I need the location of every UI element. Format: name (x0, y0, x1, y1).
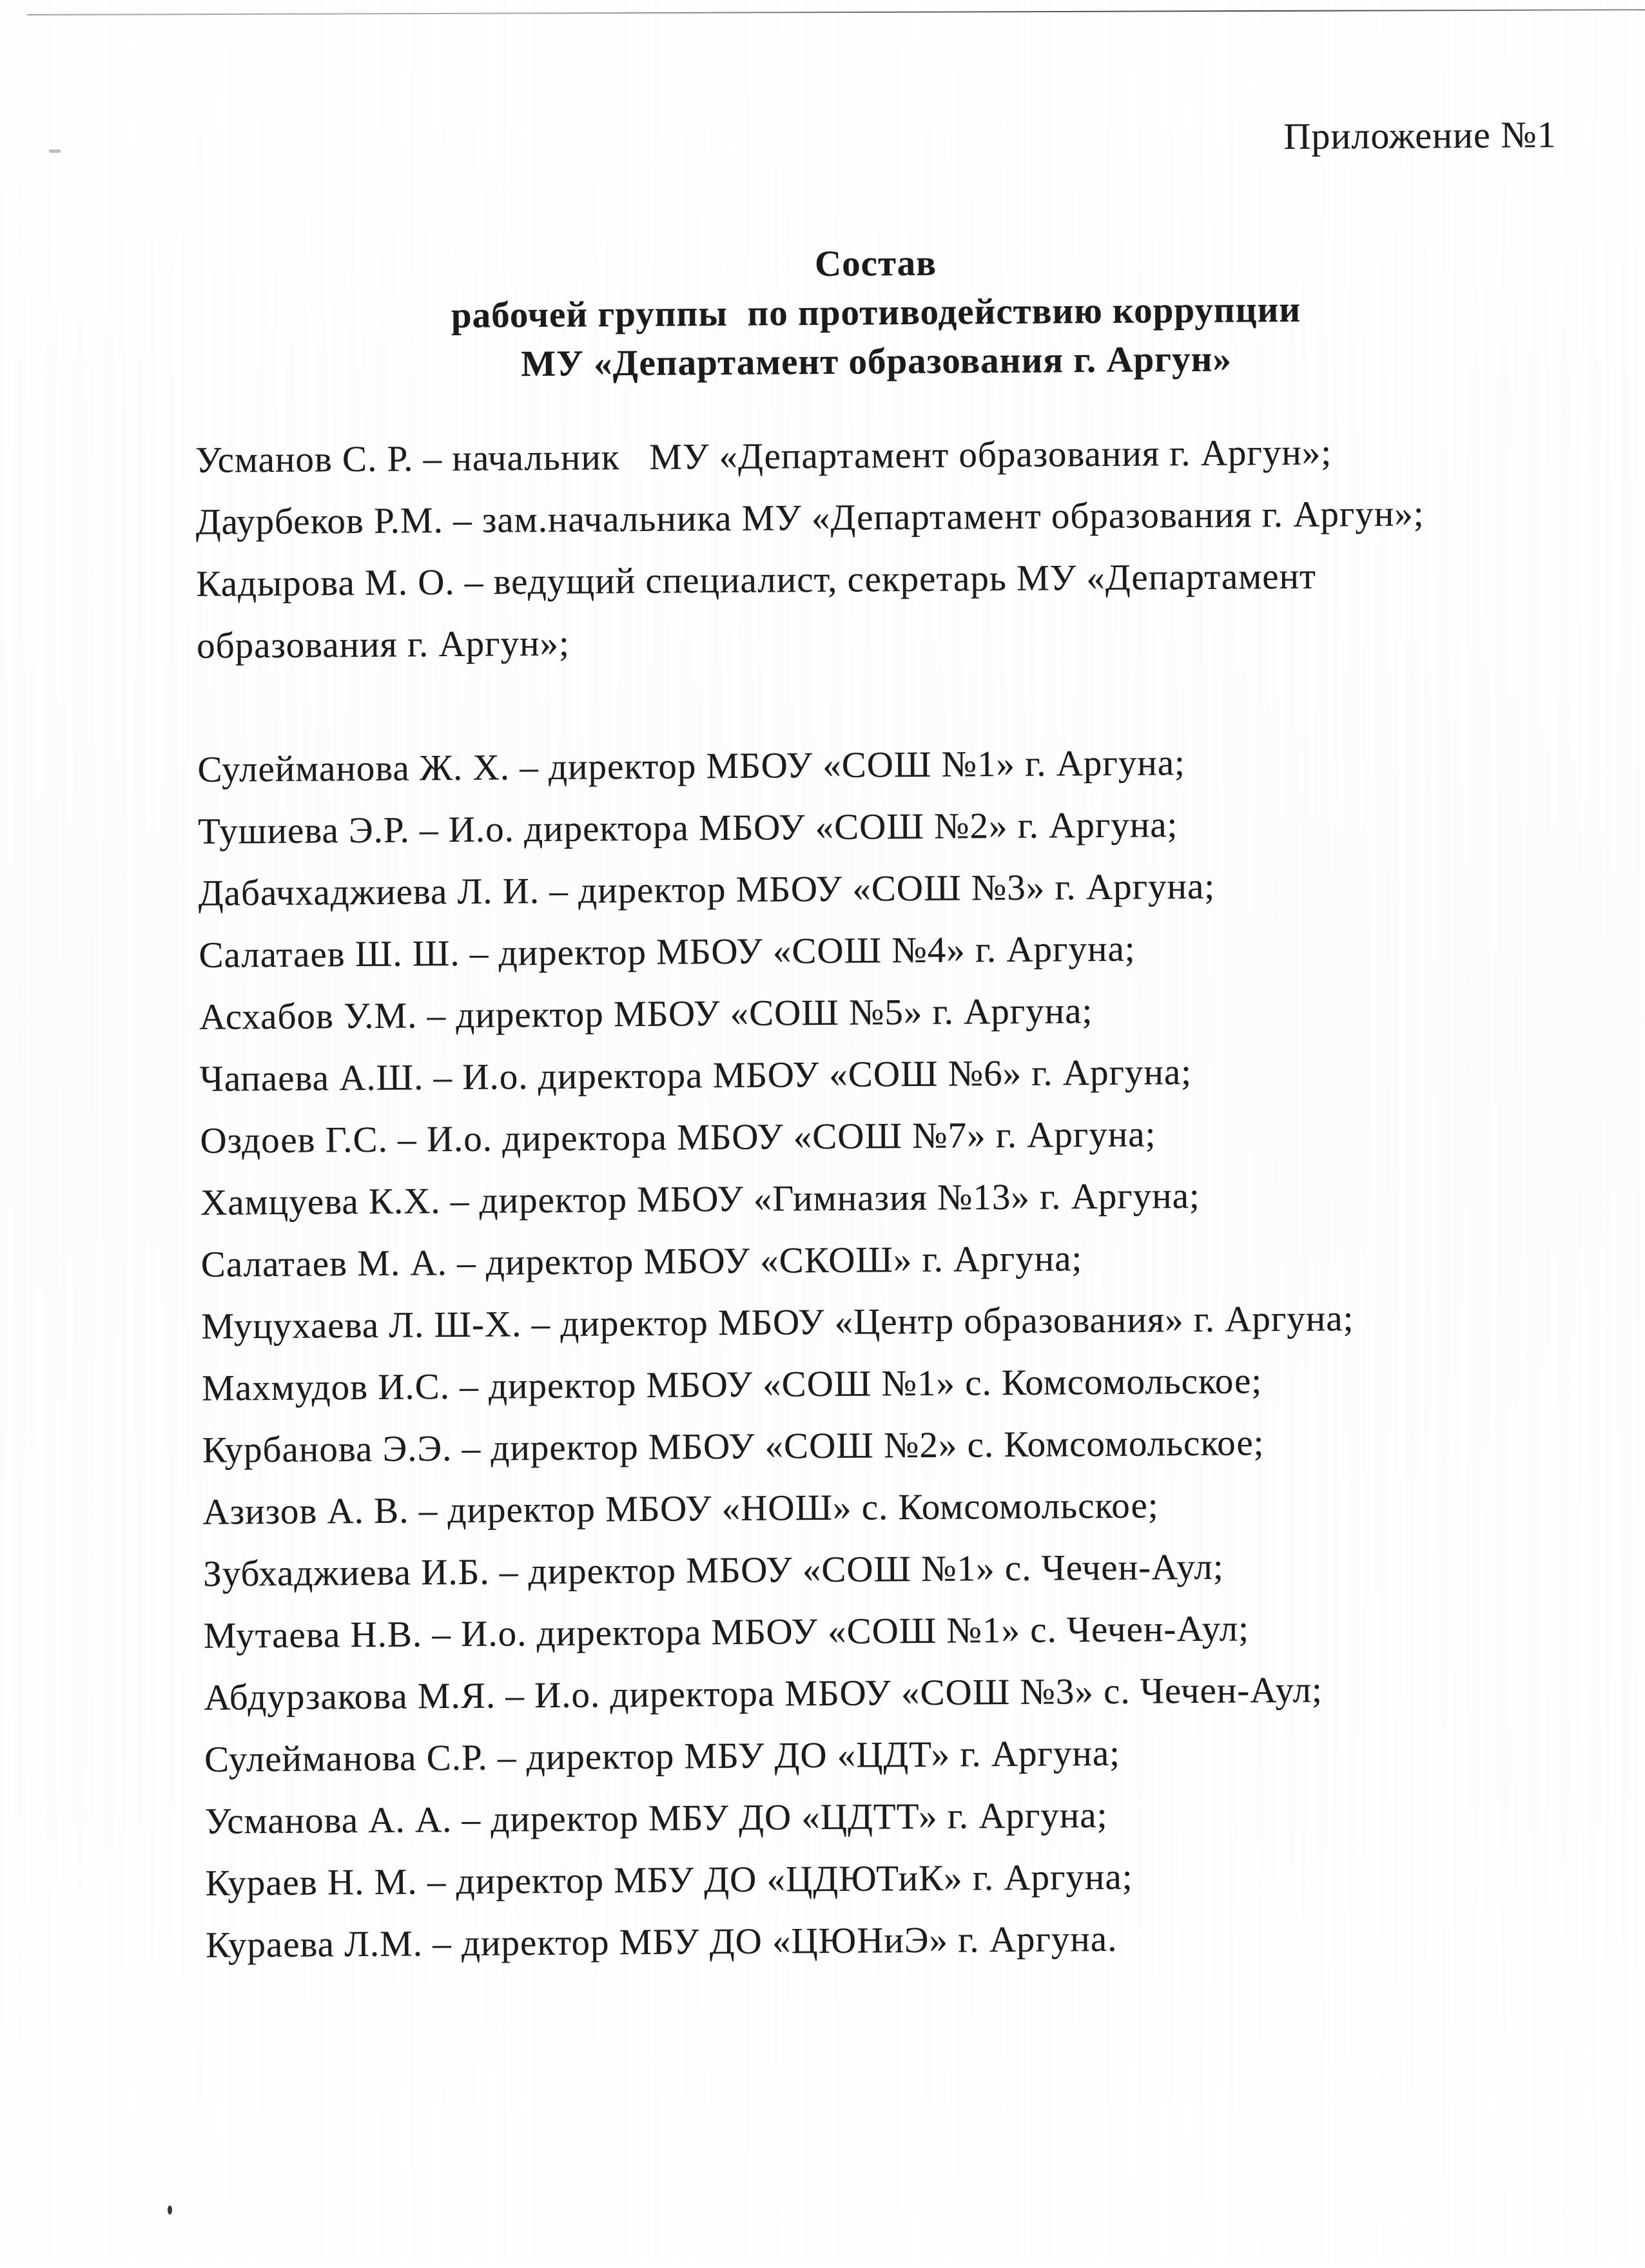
document-line: Дабачхаджиева Л. И. – директор МБОУ «СОШ №3» г. Аргуна; (198, 866, 1216, 914)
document-line: Муцухаева Л. Ш-Х. – директор МБОУ «Центр образования» г. Аргуна; (201, 1298, 1354, 1347)
document-line: Усманова А. А. – директор МБУ ДО «ЦДТТ» г. Аргуна; (204, 1794, 1108, 1842)
document-line: Кураев Н. М. – директор МБУ ДО «ЦДЮТиК» г. Аргуна; (205, 1856, 1133, 1904)
document-line: Хамцуева К.Х. – директор МБОУ «Гимназия №13» г. Аргуна; (200, 1175, 1200, 1223)
document-line: Азизов А. В. – директор МБОУ «НОШ» с. Комсомольское; (202, 1485, 1159, 1533)
document-line: Салатаев Ш. Ш. – директор МБОУ «СОШ №4» г. Аргуна; (199, 928, 1136, 976)
document-line: Чапаева А.Ш. – И.о. директора МБОУ «СОШ №6» г. Аргуна; (199, 1051, 1192, 1100)
title-line-working-group: рабочей группы по противодействию коррупции (451, 289, 1301, 336)
document-line: Зубхаджиева И.Б. – директор МБОУ «СОШ №1» с. Чечен-Аул; (202, 1546, 1224, 1594)
document-line: Курбанова Э.Э. – директор МБОУ «СОШ №2» с. Комсомольское; (202, 1422, 1265, 1471)
document-line: Асхабов У.М. – директор МБОУ «СОШ №5» г. Аргуна; (199, 991, 1093, 1038)
document-line: Тушиева Э.Р. – И.о. директора МБОУ «СОШ №2» г. Аргуна; (197, 804, 1178, 852)
management-group-list (195, 420, 1590, 677)
document-line: Усманов С. Р. – начальник МУ «Департамент образования г. Аргун»; (195, 432, 1332, 481)
document-line: Сулейманова Ж. Х. – директор МБОУ «СОШ №1» г. Аргуна; (197, 742, 1186, 790)
document-line: Махмудов И.С. – директор МБОУ «СОШ №1» с. Комсомольское; (201, 1361, 1263, 1409)
title-line-department: МУ «Департамент образования г. Аргун» (520, 338, 1232, 385)
document-line: Кураева Л.М. – директор МБУ ДО «ЦЮНиЭ» г. Аргуна. (205, 1918, 1118, 1966)
document-line: образования г. Аргун»; (196, 623, 570, 666)
title-line-sostav: Состав (814, 242, 937, 285)
directors-group-list (197, 730, 1598, 1977)
document-line: Салатаев М. А. – директор МБОУ «СКОШ» г. Аргуна; (200, 1238, 1083, 1285)
document-line: Оздоев Г.С. – И.о. директора МБОУ «СОШ №7» г. Аргуна; (200, 1114, 1156, 1161)
appendix-label: Приложение №1 (1283, 113, 1557, 157)
document-line: Кадырова М. О. – ведущий специалист, секретарь МУ «Департамент (196, 556, 1317, 605)
document-line: Сулейманова С.Р. – директор МБУ ДО «ЦДТ» г. Аргуна; (204, 1732, 1121, 1780)
document-line: Абдурзакова М.Я. – И.о. директора МБОУ «СОШ №3» с. Чечен-Аул; (204, 1669, 1323, 1718)
document-line: Мутаева Н.В. – И.о. директора МБОУ «СОШ №1» с. Чечен-Аул; (203, 1608, 1250, 1656)
document-title (194, 235, 1559, 391)
document-line: Даурбеков Р.М. – зам.начальника МУ «Департамент образования г. Аргун»; (195, 493, 1425, 543)
